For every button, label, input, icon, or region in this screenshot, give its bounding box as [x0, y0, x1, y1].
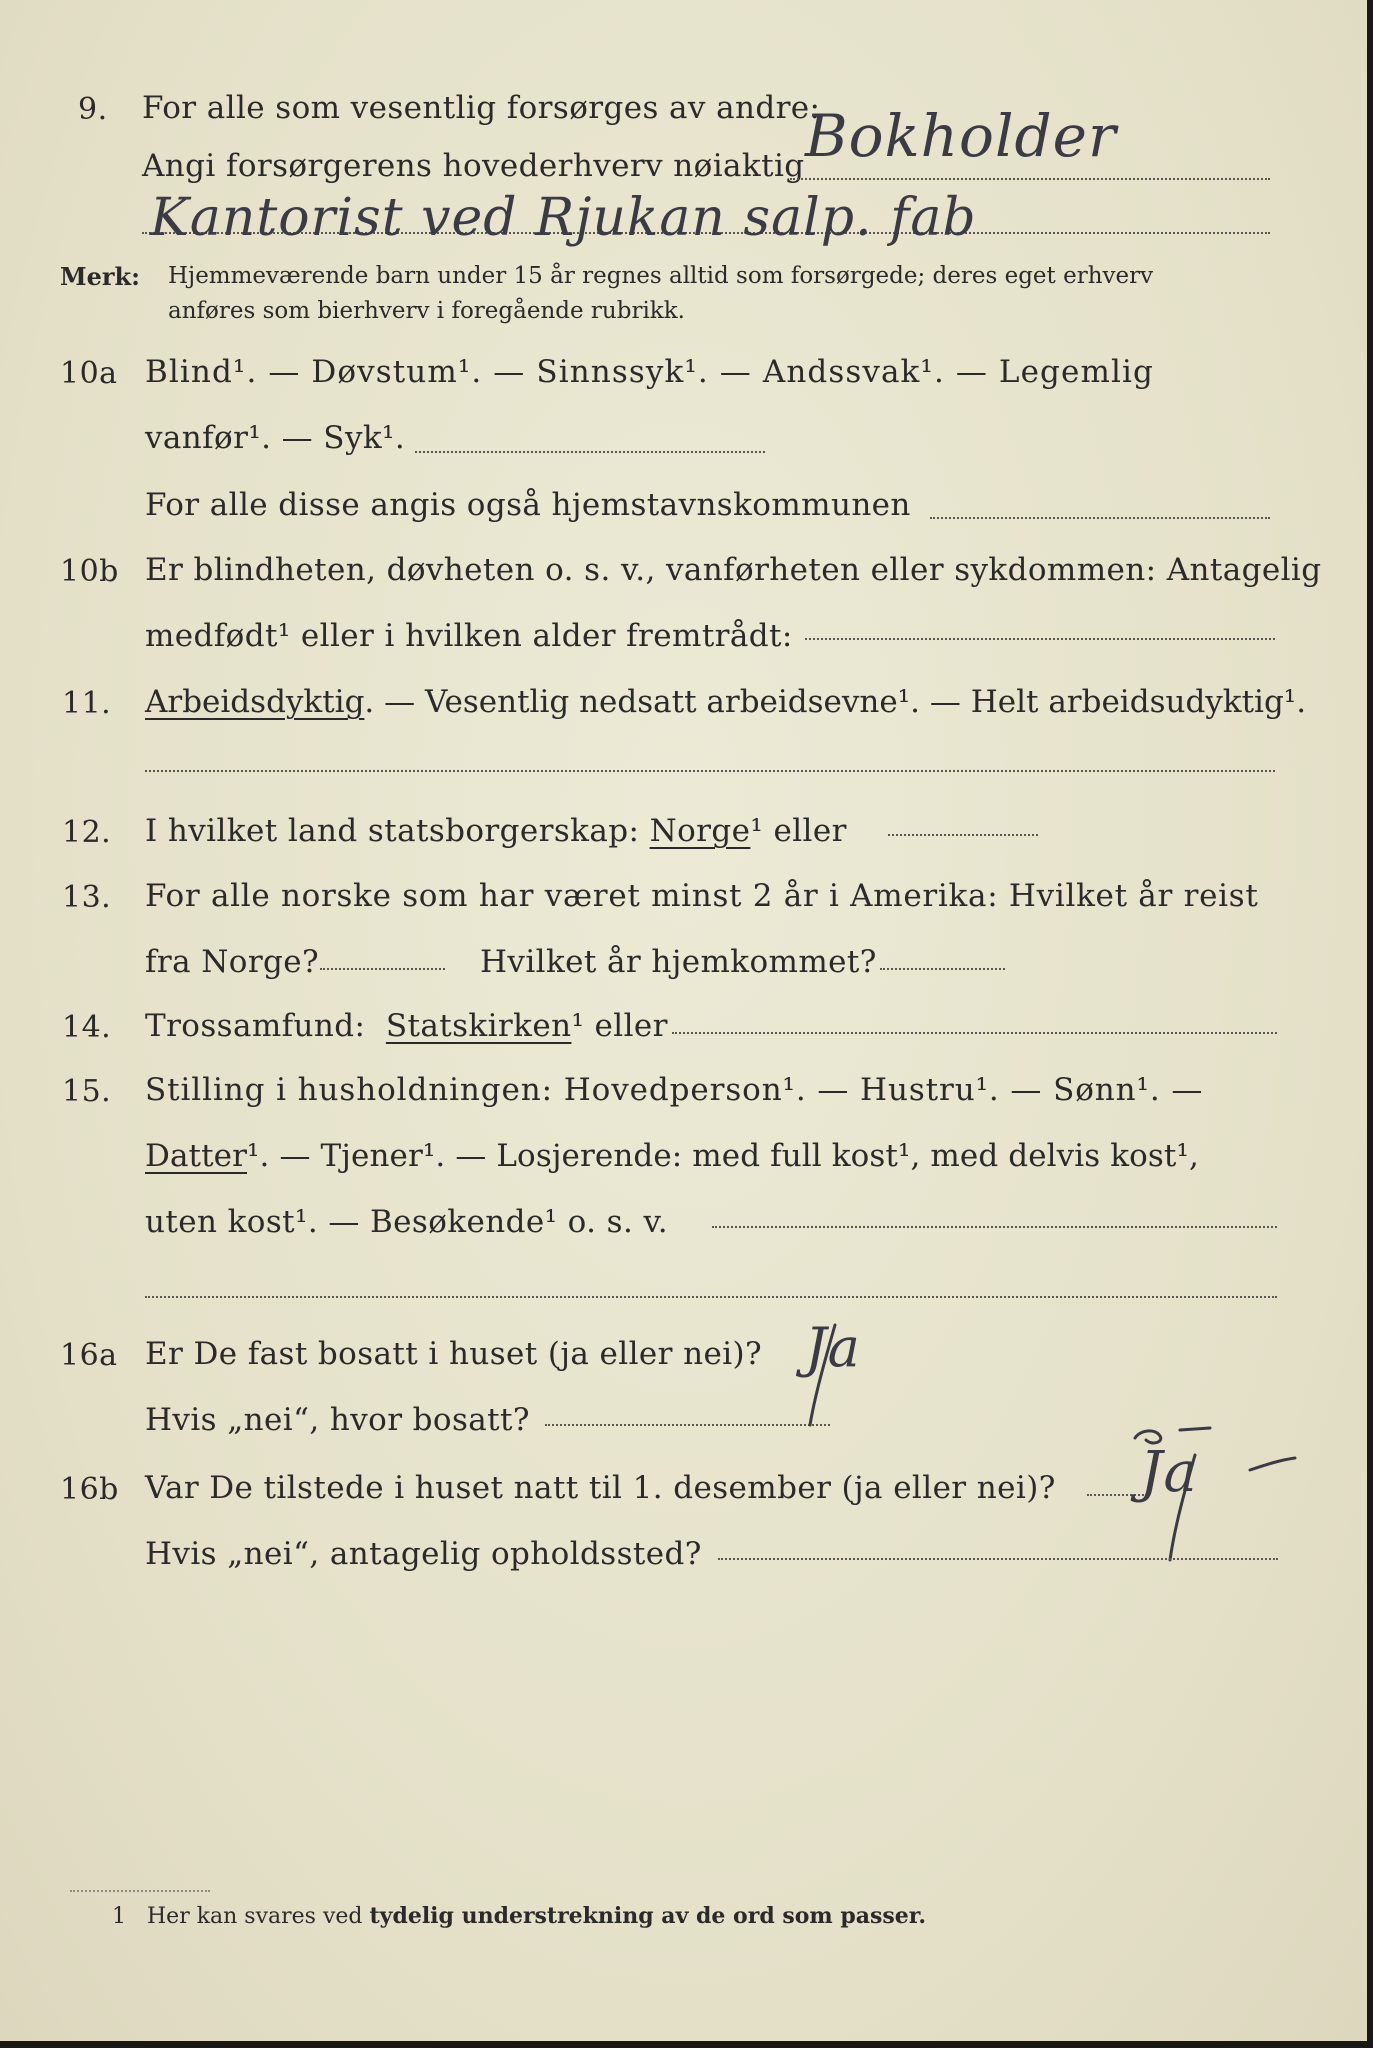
q16a-number: 16a	[60, 1338, 118, 1373]
q14-option-statskirken-underlined: Statskirken	[385, 1008, 572, 1044]
q10a-number: 10a	[60, 356, 118, 391]
q11-option-arbeidsdyktig-underlined: Arbeidsdyktig	[145, 684, 365, 720]
q14-line	[145, 1008, 668, 1044]
footnote-marker: 1	[112, 1904, 126, 1929]
q10a-line-1: Blind¹. — Døvstum¹. — Sinnssyk¹. — Andssvak¹. — Legemlig	[145, 354, 1154, 390]
q13-number: 13.	[62, 880, 112, 915]
q11-answer-line	[145, 770, 1275, 772]
q12-number: 12.	[62, 815, 112, 850]
q13-left-year-answer-line	[320, 968, 445, 970]
q16b-number: 16b	[60, 1472, 119, 1507]
footnote-text-a: Her kan svares ved	[146, 1904, 363, 1929]
q14-post: ¹ eller	[571, 1008, 668, 1044]
q12-line	[145, 813, 847, 849]
q14-number: 14.	[62, 1010, 112, 1045]
merk-line-1: Hjemmeværende barn under 15 år regnes alltid som forsørgede; deres eget erhverv	[168, 263, 1154, 289]
q10a-line-2: vanfør¹. — Syk¹.	[145, 420, 406, 456]
footnote-text-b: tydelig understrekning av de ord som passer.	[369, 1903, 926, 1929]
q10b-answer-line	[805, 638, 1275, 640]
footnote	[112, 1903, 926, 1929]
q10b-line-1: Er blindheten, døvheten o. s. v., vanførheten eller sykdommen: Antagelig	[145, 552, 1322, 588]
q16a-handwritten-answer: Ja	[805, 1316, 861, 1379]
q16b-line-1: Var De tilstede i huset natt til 1. desember (ja eller nei)?	[145, 1470, 1056, 1506]
merk-label: Merk:	[60, 262, 140, 291]
q13-returned-label: Hvilket år hjemkommet?	[480, 944, 877, 980]
q16a-line-1: Er De fast bosatt i huset (ja eller nei)?	[145, 1336, 763, 1372]
q15-answer-line-1	[712, 1226, 1277, 1228]
q11-number: 11.	[62, 686, 112, 721]
q12-answer-line	[888, 834, 1038, 836]
q15-option-datter-underlined: Datter	[145, 1138, 248, 1174]
q12-post: ¹ eller	[750, 813, 847, 849]
q13-left-norway-label: fra Norge?	[145, 944, 320, 980]
q14-answer-line	[672, 1032, 1277, 1034]
footnote-separator	[70, 1890, 210, 1892]
q10b-line-2: medfødt¹ eller i hvilken alder fremtrådt:	[145, 618, 793, 654]
q9-number: 9.	[78, 92, 108, 127]
q9-handwritten-answer-2: Kantorist ved Rjukan salp. fab	[150, 188, 977, 248]
q11-rest: . — Vesentlig nedsatt arbeidsevne¹. — Helt arbeidsudyktig¹.	[364, 684, 1307, 720]
q16b-handwriting-stroke	[1100, 1410, 1300, 1570]
q16a-answer-line	[545, 1424, 830, 1426]
q12-question: I hvilket land statsborgerskap:	[145, 813, 640, 849]
q14-question: Trossamfund:	[145, 1008, 366, 1044]
q13-returned-year-answer-line	[880, 968, 1005, 970]
q15-line-2-rest: ¹. — Tjener¹. — Losjerende: med full kost¹, med delvis kost¹,	[247, 1138, 1199, 1174]
q16b-whereabouts-answer-line	[718, 1558, 1278, 1560]
q10a-line-3: For alle disse angis også hjemstavnskommunen	[145, 487, 911, 523]
q9-answer-line-1	[790, 178, 1270, 180]
q13-line-1: For alle norske som har været minst 2 år i Amerika: Hvilket år reist	[145, 878, 1259, 914]
q16a-line-2: Hvis „nei“, hvor bosatt?	[145, 1402, 530, 1438]
q10a-municipality-answer-line	[930, 517, 1270, 519]
q15-number: 15.	[62, 1074, 112, 1109]
q9-question: For alle som vesentlig forsørges av andre:	[142, 90, 821, 126]
q10b-number: 10b	[60, 554, 119, 589]
q16a-handwriting-stroke	[795, 1320, 855, 1430]
q15-answer-line-2	[145, 1296, 1277, 1298]
q11-line	[145, 684, 1306, 720]
q16b-handwritten-answer: Ja	[1140, 1440, 1198, 1505]
q15-line-3: uten kost¹. — Besøkende¹ o. s. v.	[145, 1204, 668, 1240]
q12-option-norge-underlined: Norge	[649, 813, 751, 849]
q9-supporter-occupation-label: Angi forsørgerens hovederhverv nøiaktig	[142, 148, 805, 184]
q16b-line-2: Hvis „nei“, antagelig opholdssted?	[145, 1536, 702, 1572]
q15-line-2	[145, 1138, 1199, 1174]
merk-line-2: anføres som bierhverv i foregående rubrikk.	[168, 298, 685, 324]
q10a-sick-answer-line	[415, 451, 765, 453]
q15-line-1: Stilling i husholdningen: Hovedperson¹. — Hustru¹. — Sønn¹. —	[145, 1072, 1204, 1108]
q9-handwritten-answer-1: Bokholder	[805, 102, 1117, 170]
